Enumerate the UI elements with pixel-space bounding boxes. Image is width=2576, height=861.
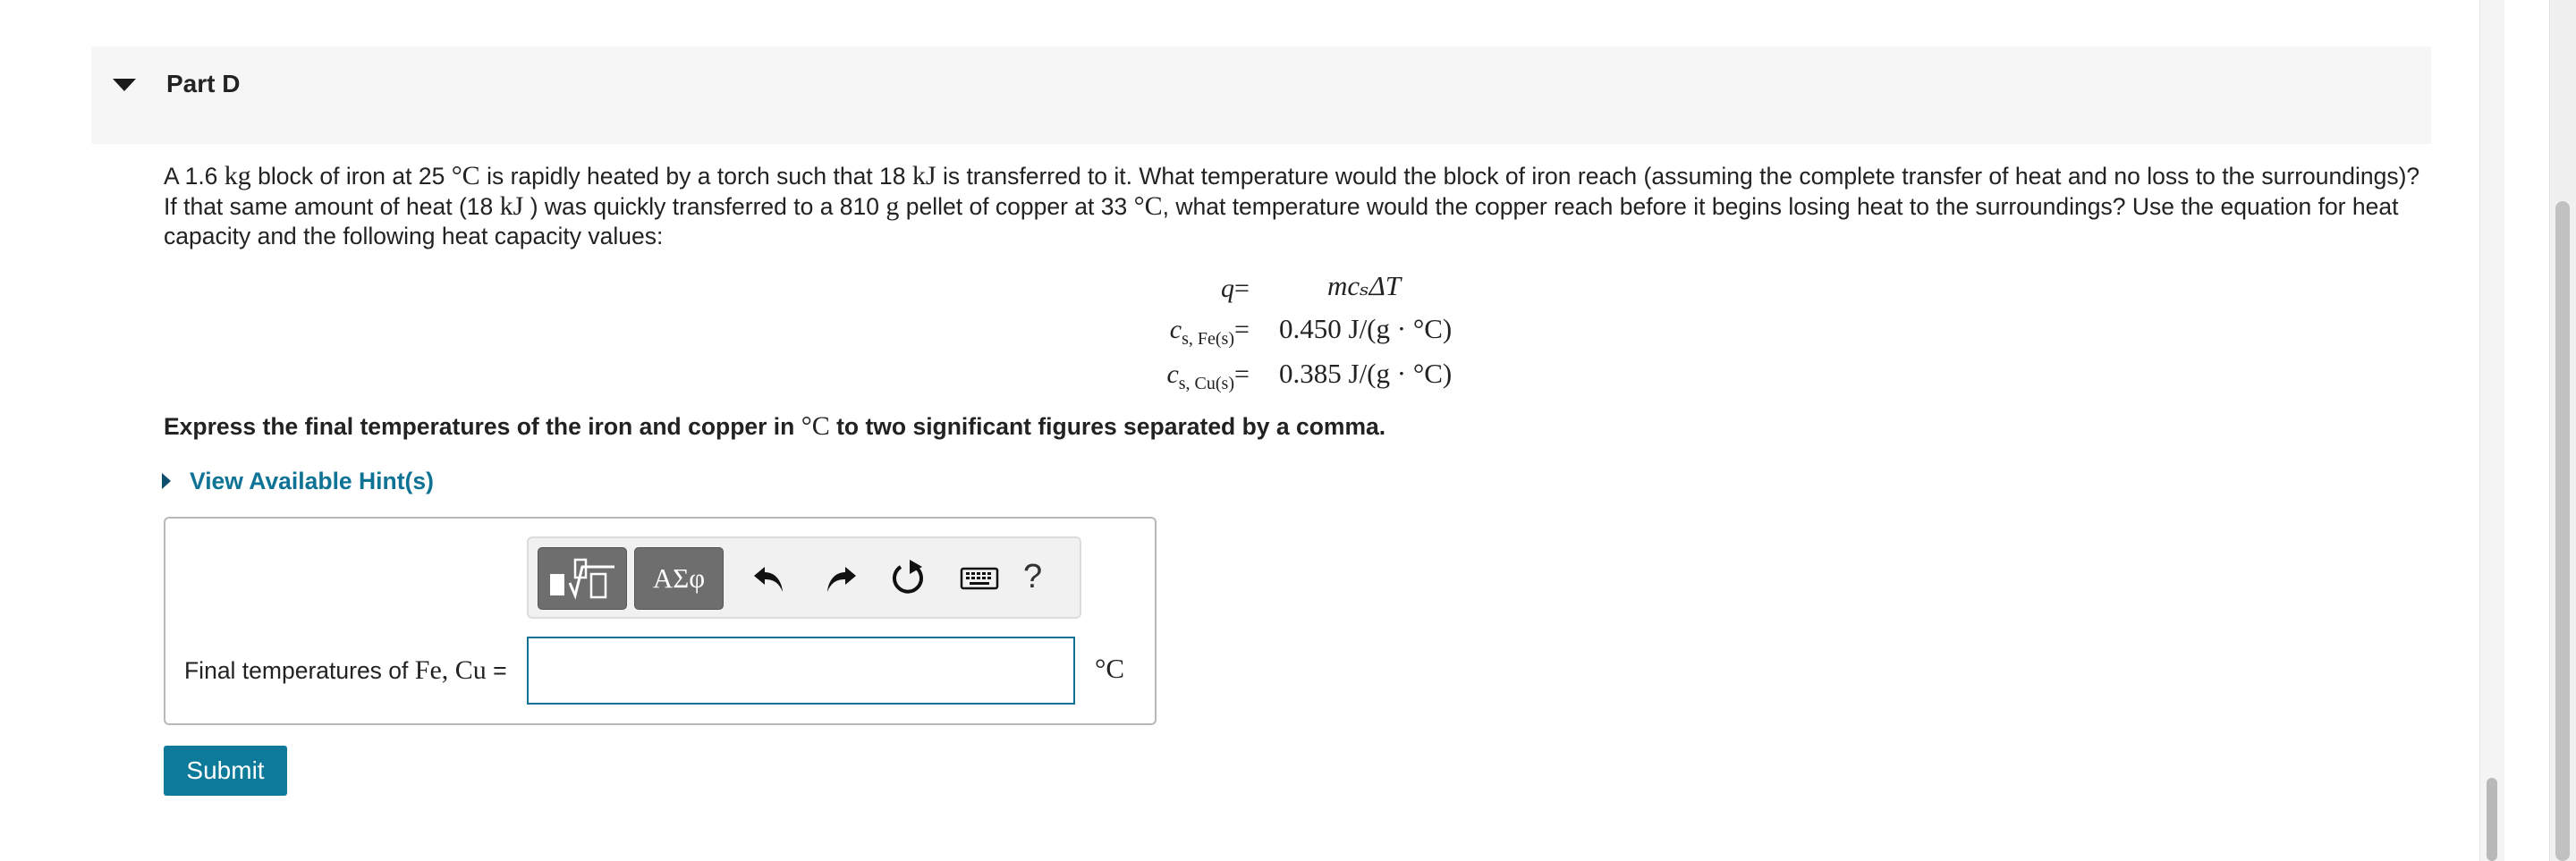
submit-button[interactable]: Submit xyxy=(164,746,287,796)
instruction-text: Express the final temperatures of the iron and copper in °C to two significant figures separated by a comma. xyxy=(164,411,1386,441)
templates-icon xyxy=(538,547,627,610)
part-title: Part D xyxy=(166,70,241,97)
expand-triangle-icon xyxy=(161,472,172,490)
answer-input[interactable] xyxy=(527,637,1075,705)
equation-row-fe: $c_{s, Fe(s)}$ = 0.450 J/(g · °C) xyxy=(1169,313,1453,349)
help-button[interactable]: ? xyxy=(1023,558,1043,595)
page-scrollbar-thumb[interactable] xyxy=(2555,201,2570,861)
collapse-triangle-icon[interactable] xyxy=(113,77,136,93)
answer-field-label: Final temperatures of Fe, Cu = xyxy=(184,655,507,685)
greek-symbols-label: ΑΣφ xyxy=(652,562,706,594)
keyboard-icon[interactable] xyxy=(958,556,1001,599)
inner-scrollbar-thumb[interactable] xyxy=(2487,778,2497,861)
view-hints-label: View Available Hint(s) xyxy=(190,467,434,494)
equation-row-q: q = mcₛΔT xyxy=(1221,270,1402,303)
redo-icon[interactable] xyxy=(818,556,861,599)
view-hints-link[interactable] xyxy=(161,466,434,496)
equation-row-cu: $c_{s, Cu(s)}$ = 0.385 J/(g · °C) xyxy=(1166,358,1453,393)
math-toolbar xyxy=(527,536,1081,619)
reset-icon[interactable] xyxy=(886,556,929,599)
problem-text: A 1.6 kg block of iron at 25 °C is rapidly heated by a torch such that 18 kJ is transferred to it. What temperature would the block of iron reach (assuming the complete transfer of heat and no loss to the surroundings)? If that same amount of heat (18 kJ ) was quickly transferred to a 810 g pellet of copper at 33 °C, what temperature would the copper reach before it begins losing heat to the surroundings? Use the equation for heat capacity and the following heat capacity values: xyxy=(164,161,2420,249)
part-header xyxy=(91,46,2431,144)
answer-unit: °C xyxy=(1095,653,1125,684)
inner-scrollbar[interactable] xyxy=(2479,0,2504,861)
heat-capacity-equations xyxy=(1100,270,1485,404)
templates-button[interactable] xyxy=(538,547,627,610)
undo-icon[interactable] xyxy=(749,556,792,599)
greek-symbols-button[interactable] xyxy=(634,547,724,610)
